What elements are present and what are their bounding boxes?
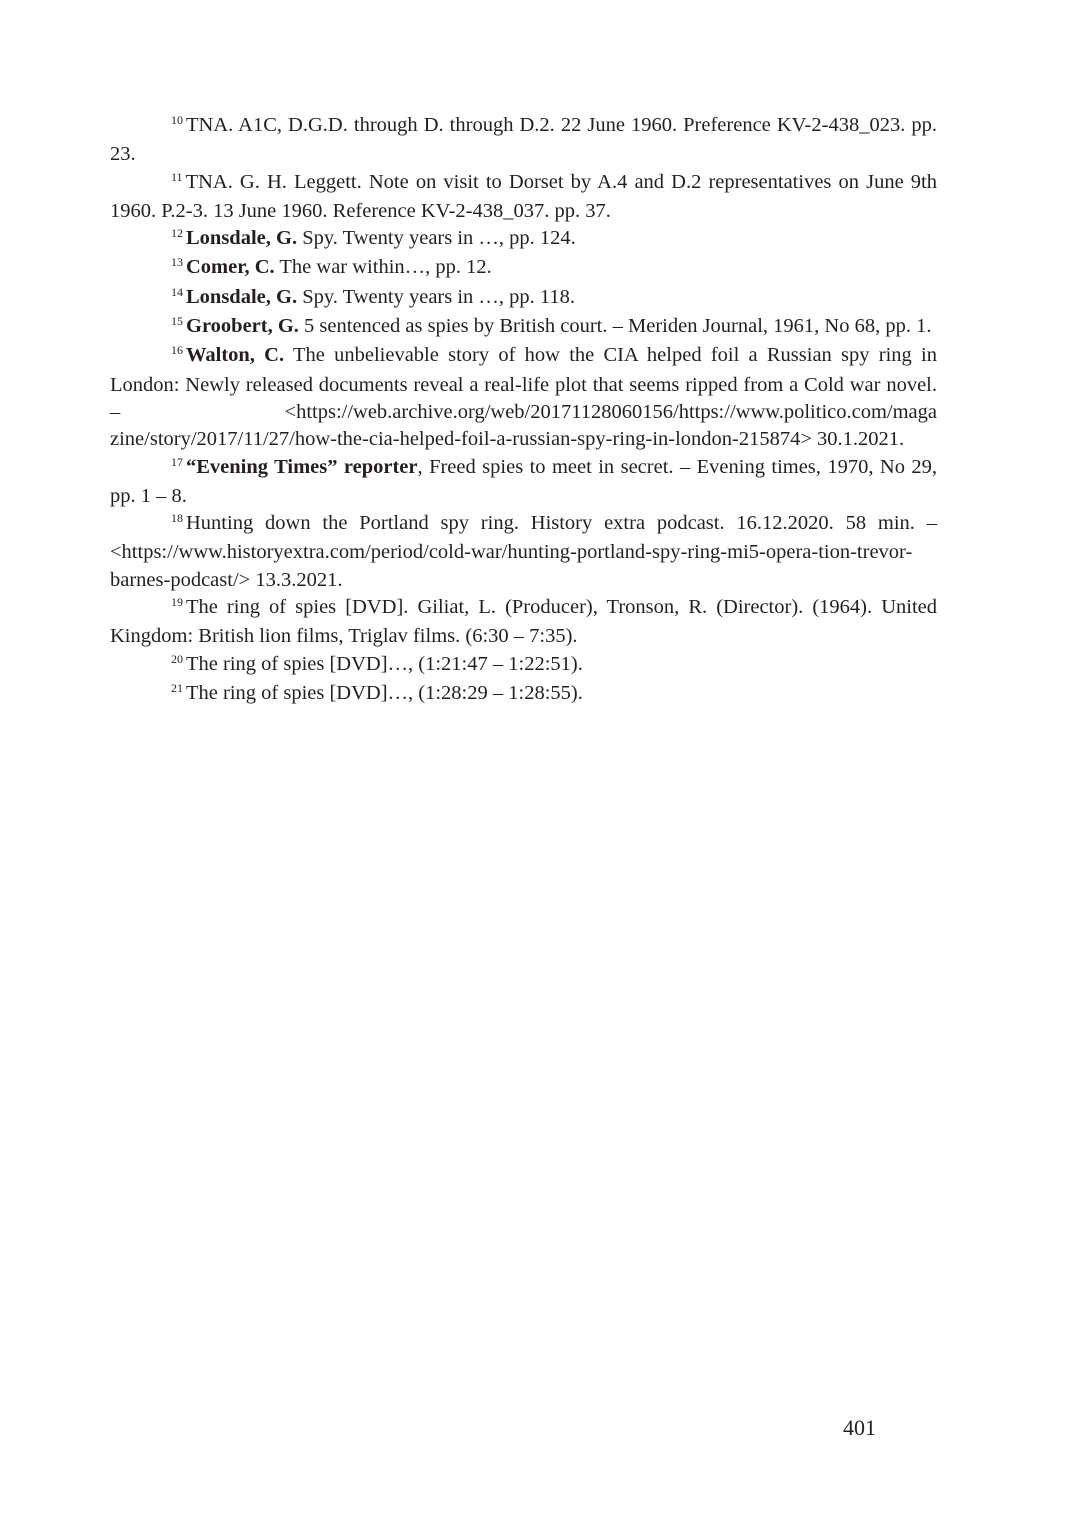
footnote-author: Lonsdale, G. [186,285,298,308]
footnote-number: 16 [171,343,183,358]
footnote-18 [110,510,937,594]
footnote-author: Comer, C. [186,256,275,279]
footnote-16 [110,342,937,453]
footnote-text: The ring of spies [DVD]…, (1:21:47 – 1:22:51). [186,652,583,675]
footnote-number: 20 [171,651,183,666]
footnote-number: 18 [171,511,183,526]
footnote-text: The ring of spies [DVD]…, (1:28:29 – 1:28:55). [186,681,583,704]
footnote-author: Groobert, G. [186,315,299,338]
footnote-number: 10 [171,113,183,127]
footnote-author: Lonsdale, G. [186,227,298,250]
footnote-text: , Freed spies to meet in secret. – Evening times, 1970, No 29, pp. 1 – 8. [110,455,937,507]
page-number: 401 [843,1415,876,1440]
footnote-number: 17 [171,454,183,469]
footnotes-section [110,112,937,709]
footnote-19 [110,594,937,651]
footnote-text: 5 sentenced as spies by British court. – Meriden Journal, 1961, No 68, pp. 1. [298,315,932,338]
footnote-number: 21 [171,680,183,695]
footnote-text: Spy. Twenty years in …, pp. 124. [297,227,576,250]
footnote-text: The unbelievable story of how the CIA helped foil a Russian spy ring in London: Newly released documents reveal a real-life plot that seems ripped from a Cold war novel. – <https://web.archive.org/web/20171128060156/https://www.politico.com/maga zine/story/2017/11/27/how-the-cia-helped-foil-a-russian-spy-ring-in-london-215874> 30.1.2021. [110,344,937,451]
footnote-number: 11 [171,169,183,184]
footnote-11 [110,169,937,226]
footnote-20 [110,651,937,680]
footnote-number: 12 [171,226,183,241]
footnote-text: Hunting down the Portland spy ring. History extra podcast. 16.12.2020. 58 min. –<https://www.historyextra.com/period/cold-war/hunting-portland-spy-ring-mi5-opera-tion-trevor-barnes-podcast/> 13.3.2021. [110,512,937,591]
footnote-17 [110,454,937,511]
footnote-21 [110,680,937,709]
footnote-number: 14 [171,284,183,299]
footnote-number: 15 [171,314,183,329]
footnote-15 [110,313,937,342]
footnote-14 [110,284,937,313]
footnote-13 [110,254,937,283]
footnote-text: Spy. Twenty years in …, pp. 118. [297,285,576,308]
footnote-number: 19 [171,595,183,610]
footnote-text: TNA. A1C, D.G.D. through D. through D.2. 22 June 1960. Preference KV-2-438_023. pp. 23. [110,114,937,166]
footnote-10 [110,112,937,169]
footnote-author: “Evening Times” reporter [186,455,418,478]
footnote-text: The ring of spies [DVD]. Giliat, L. (Producer), Tronson, R. (Director). (1964). United Kingdom: British lion films, Triglav films. (6:30 – 7:35). [110,596,937,648]
footnote-author: Walton, C. [186,344,285,367]
footnote-text: The war within…, pp. 12. [274,256,492,279]
footnote-12 [110,225,937,254]
footnote-number: 13 [171,255,183,270]
footnote-text: TNA. G. H. Leggett. Note on visit to Dorset by A.4 and D.2 representatives on June 9th 1960. P.2-3. 13 June 1960. Reference KV-2-438_037. pp. 37. [110,170,937,222]
